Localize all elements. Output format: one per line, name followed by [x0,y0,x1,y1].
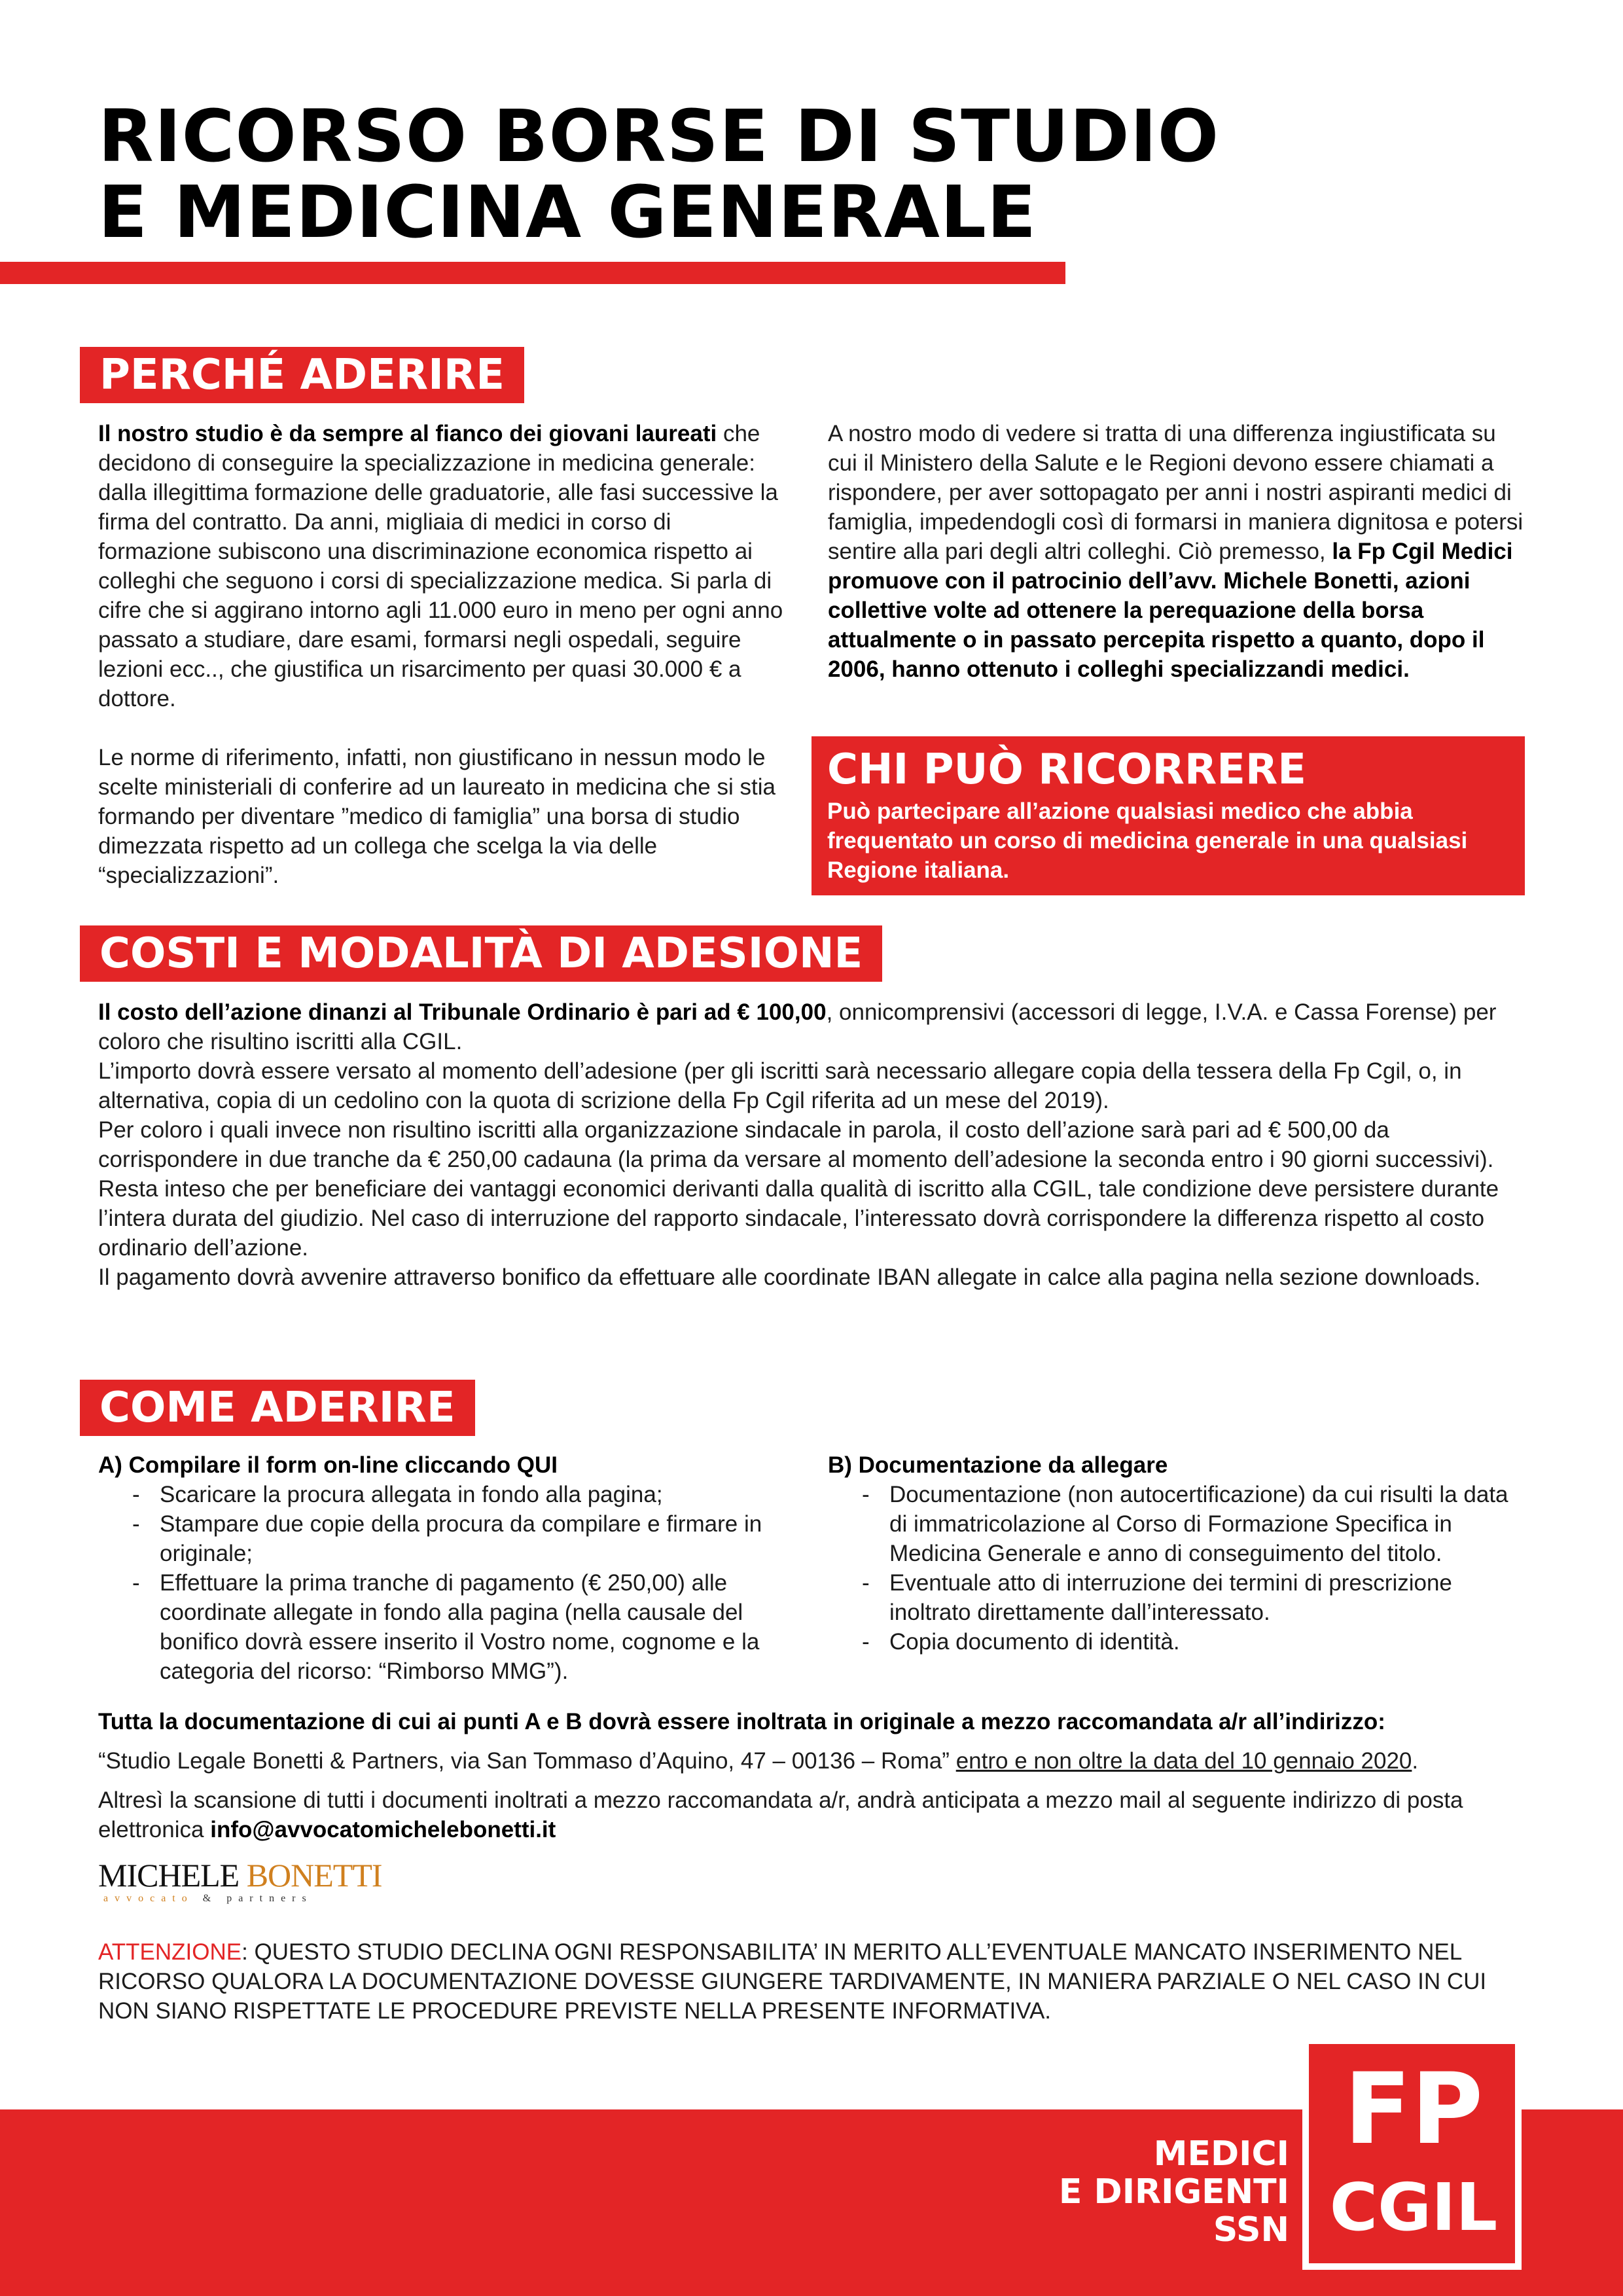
logo-sub-b: & partners [193,1893,313,1904]
logo-name-a: MICHELE [98,1857,247,1893]
perche-paragraph-3 [828,419,1527,684]
logo-cgil-text: CGIL [1329,2169,1498,2246]
page-title [98,94,1407,254]
address-text: “Studio Legale Bonetti & Partners, via San Tommaso d’Aquino, 47 – 00136 – Roma” [98,1748,956,1774]
perche-p1-rest: che decidono di conseguire la specializzazione in medicina generale: dalla illegittima formazione delle graduatorie, alle fasi successive la firma del contratto. Da anni, migliaia di medici in corso di formazione subiscono una discriminazione economica rispetto ai colleghi che seguono i corsi di specializzazione medica. Si parla di cifre che si aggirano intorno agli 11.000 euro in meno per ogni anno passato a studiare, dare esami, formarsi negli ospedali, seguire lezioni ecc.., che giustifica un risarcimento per quasi 30.000 € a dottore. [98,421,783,711]
section-heading-come: COME ADERIRE [80,1380,475,1436]
chi-text: Può partecipare all’azione qualsiasi medico che abbia frequentato un corso di medicina generale in una qualsiasi Regione italiana. [827,798,1468,883]
warning-notice [98,1937,1527,2026]
email-link[interactable]: info@avvocatomichelebonetti.it [210,1817,556,1842]
list-item: - Copia documento di identità. [828,1627,1527,1657]
costi-l1-bold: Il costo dell’azione dinanzi al Tribunale Ordinario è pari ad € 100,00 [98,999,827,1025]
costi-line-1 [98,997,1527,1056]
chi-puo-ricorrere-box [812,736,1525,895]
title-line-2: E MEDICINA GENERALE [98,170,1037,254]
warning-text: : QUESTO STUDIO DECLINA OGNI RESPONSABILITA’ IN MERITO ALL’EVENTUALE MANCATO INSERIMENTO NEL RICORSO QUALORA LA DOCUMENTAZIONE DOVESSE GIUNGERE TARDIVAMENTE, IN MANIERA PARZIALE O NEL CASO IN CUI NON SIANO RISPETTATE LE PROCEDURE PREVISTE NELLA PRESENTE INFORMATIVA. [98,1939,1487,2024]
come-a-list [98,1480,792,1686]
costi-line-2: L’importo dovrà essere versato al momento dell’adesione (per gli iscritti sarà necessario allegare copia della tessera della Fp Cgil, o, in alternativa, copia di un cedolino con la quota di scrizione della Fp Cgil riferita ad un mese del 2019). [98,1058,1462,1113]
logo-name [98,1857,382,1893]
list-item: - Stampare due copie della procura da compilare e firmare in originale; [98,1509,792,1568]
deadline-end: . [1412,1748,1419,1774]
costi-l1-rest: , onnicomprensivi (accessori di legge, I.V.A. e Cassa Forense) per coloro che risultino iscritti alla CGIL. [98,999,1497,1054]
costi-line-5: Il pagamento dovrà avvenire attraverso bonifico da effettuare alle coordinate IBAN allegate in calce alla pagina nella sezione downloads. [98,1265,1481,1290]
title-underline-bar [0,262,1065,284]
footer-line-2: E DIRIGENTI [1058,2172,1289,2212]
section-heading-chi: CHI PUÒ RICORRERE [827,745,1306,794]
title-line-1: RICORSO BORSE DI STUDIO [98,94,1220,178]
closing-scan [98,1785,1527,1844]
logo-fp-text: FP [1344,2053,1484,2166]
section-heading-perche: PERCHÉ ADERIRE [80,347,524,403]
logo-sub-a: avvocato [103,1893,194,1904]
list-item: - Eventuale atto di interruzione dei termini di prescrizione inoltrato direttamente dall’interessato. [828,1568,1527,1627]
scan-text: Altresì la scansione di tutti i documenti inoltrati a mezzo raccomandata a/r, andrà anticipata a mezzo mail al seguente indirizzo di posta elettronica [98,1787,1463,1842]
warning-label: ATTENZIONE [98,1939,242,1965]
logo-subtitle [103,1893,382,1905]
come-column-b [828,1450,1527,1657]
footer-line-1: MEDICI [1153,2134,1289,2174]
closing-bold-line: Tutta la documentazione di cui ai punti A e B dovrà essere inoltrata in originale a mezzo raccomandata a/r all’indirizzo: [98,1709,1385,1734]
footer-label [1059,2135,1289,2249]
michele-bonetti-logo [98,1857,382,1905]
logo-name-b: BONETTI [246,1857,382,1893]
costi-line-4: Resta inteso che per beneficiare dei vantaggi economici derivanti dalla qualità di iscritto alla CGIL, tale condizione deve persistere durante l’intera durata del giudizio. Nel caso di interruzione del rapporto sindacale, l’interessato dovrà corrispondere la differenza rispetto al costo ordinario dell’azione. [98,1176,1499,1261]
perche-paragraph-2: Le norme di riferimento, infatti, non giustificano in nessun modo le scelte ministeriali di conferire ad un laureato in medicina che si stia formando per diventare ”medico di famiglia” una borsa di studio dimezzata rispetto ad un collega che scelga la via delle “specializzazioni”. [98,745,776,888]
list-item: - Effettuare la prima tranche di pagamento (€ 250,00) alle coordinate allegate in fondo alla pagina (nella causale del bonifico dovrà essere inserito il Vostro nome, cognome e la categoria del ricorso: “Rimborso MMG”). [98,1568,792,1686]
costi-line-3: Per coloro i quali invece non risultino iscritti alla organizzazione sindacale in parola, il costo dell’azione sarà pari ad € 500,00 da corrispondere in due tranche da € 250,00 cadauna (la prima da versare al momento dell’adesione la seconda entro i 90 giorni successivi). [98,1117,1494,1172]
list-item: - Documentazione (non autocertificazione) da cui risulti la data di immatricolazione al Corso di Formazione Specifica in Medicina Generale e anno di conseguimento del titolo. [828,1480,1527,1568]
perche-p3-text: A nostro modo di vedere si tratta di una differenza ingiustificata su cui il Ministero della Salute e le Regioni devono essere chiamati a rispondere, per aver sottopagato per anni i nostri aspiranti medici di famiglia, impedendogli così di formarsi in maniera dignitosa e potersi sentire alla pari degli altri colleghi. Ciò premesso, [828,421,1524,564]
closing-address [98,1746,1527,1776]
perche-p1-bold: Il nostro studio è da sempre al fianco dei giovani laureati [98,421,717,446]
come-b-list [828,1480,1527,1657]
perche-paragraph-1 [98,419,787,713]
deadline-text: entro e non oltre la data del 10 gennaio 2020 [955,1748,1412,1774]
come-column-a [98,1450,792,1686]
footer-line-3: SSN [1213,2210,1289,2250]
come-b-title: B) Documentazione da allegare [828,1452,1168,1478]
section-heading-costi: COSTI E MODALITÀ DI ADESIONE [80,925,882,982]
costi-body [98,997,1527,1292]
come-a-title[interactable]: A) Compilare il form on-line cliccando QUI [98,1452,558,1478]
list-item: - Scaricare la procura allegata in fondo alla pagina; [98,1480,792,1509]
perche-p3-bold: la Fp Cgil Medici promuove con il patrocinio dell’avv. Michele Bonetti, azioni collettive volte ad ottenere la perequazione della borsa attualmente o in passato percepita rispetto a quanto, dopo il 2006, hanno ottenuto i colleghi specializzandi medici. [828,539,1513,682]
